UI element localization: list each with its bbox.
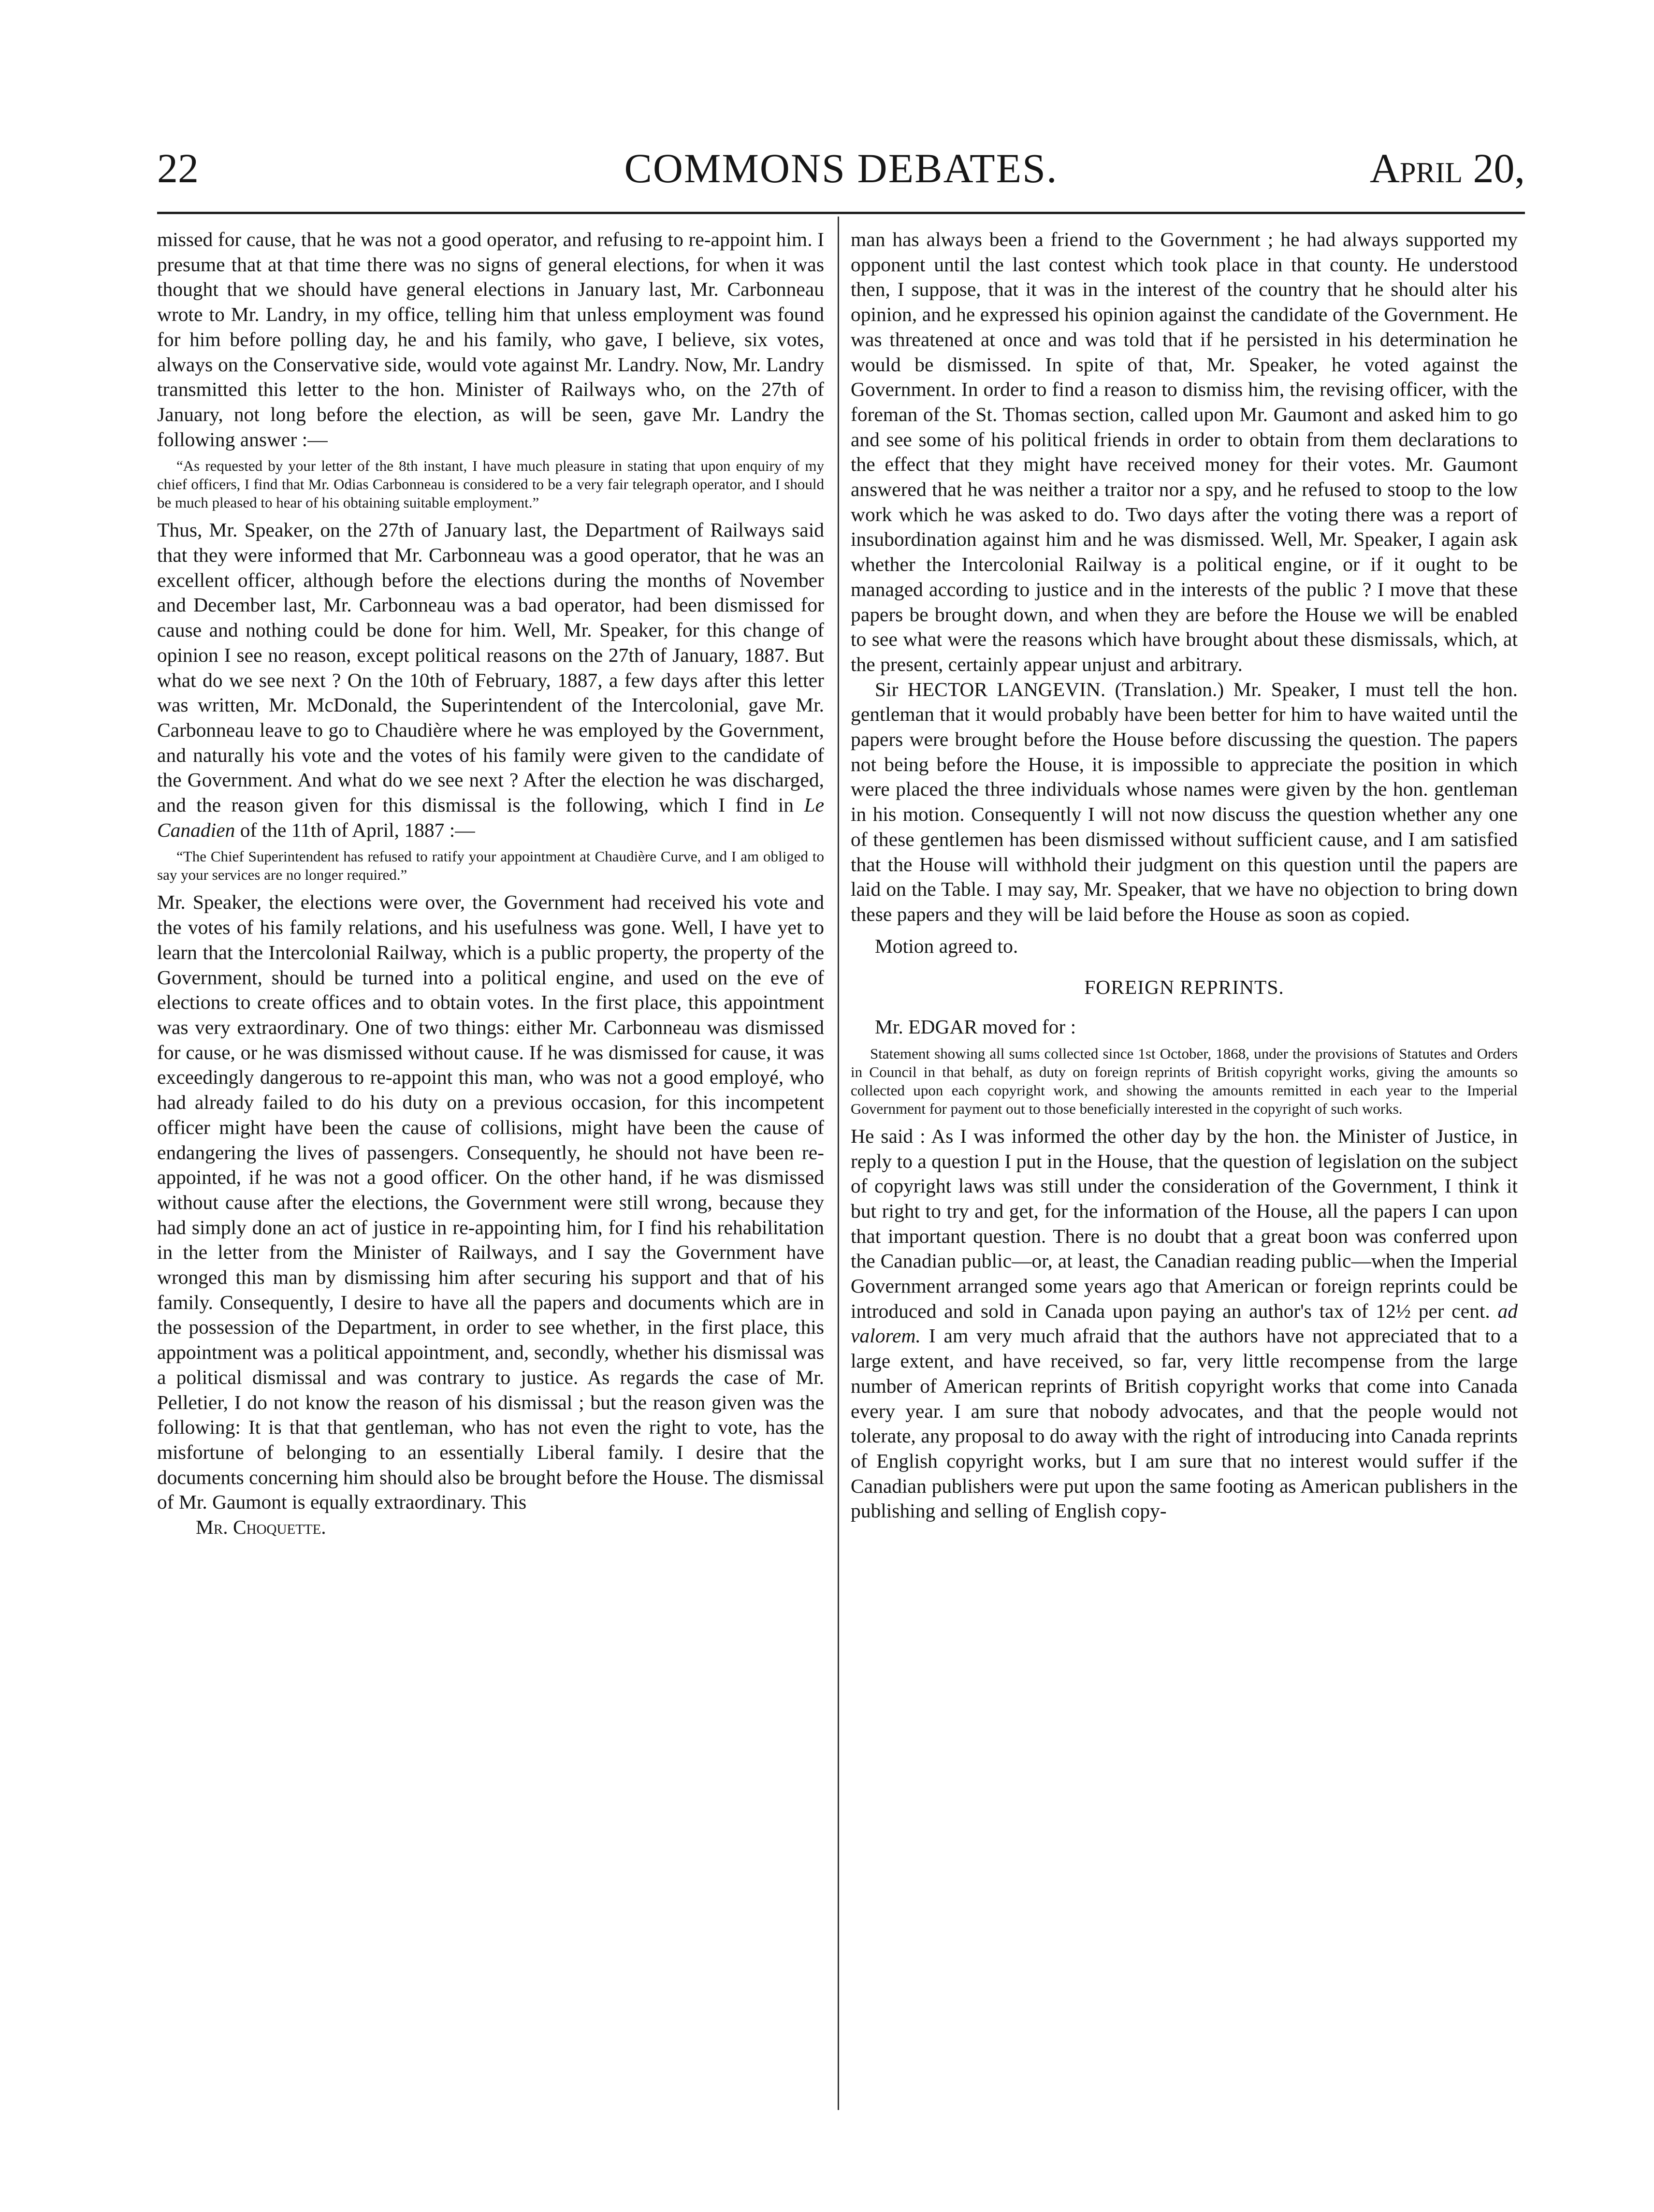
paragraph-text: Thus, Mr. Speaker, on the 27th of January last, the Department of Railways said that they were informed that Mr. Carbonneau was a good operator, that he was an excellent officer, although before the elections during the months of November and December last, Mr. Carbonneau was a bad operator, had been dismissed for cause and nothing could be done for him. Well, Mr. Speaker, for this change of opinion I see no reason, except political reasons on the 27th of January, 1887. But what do we see next ? On the 10th of February, 1887, a few days after this letter was written, Mr. McDonald, the Superintendent of the Intercolonial, gave Mr. Carbonneau leave to go to Chaudière where he was employed by the Government, and naturally his vote and the votes of his family were given to the candidate of the Government. And what do we see next ? After the election he was discharged, and the reason given for this dismissal is the following, which I find in [157,519,824,816]
paragraph [851,677,1518,927]
header-date: April 20, [1369,145,1525,191]
paragraph-text: (Translation.) Mr. Speaker, I must tell the hon. gentleman that it would probably have been better for him to have waited until the papers were brought before the House before discussing the question. The papers not being before the House, it is impossible to appreciate the position in which were placed the three individuals whose names were given by the hon. gentleman in his motion. Consequently I will not now discuss the question whether any one of these gentlemen has been dismissed without sufficient cause, and I am satisfied that the House will withhold their judgment on this question until the papers are laid on the Table. I may say, Mr. Speaker, that we have no objection to bring down these papers and they will be laid before the House as soon as copied. [851,678,1518,925]
italic-title: Le Canadien [157,794,824,841]
page-number: 22 [157,145,199,191]
header-rule [157,212,1525,214]
paragraph: Mr. Speaker, the elections were over, the Government had received his vote and the votes of his family relations, and his usefulness was gone. Well, I have yet to learn that the Intercolonial Railway, which is a public property, the property of the Government, should be turned into a political engine, and used on the eve of elections to create offices and to obtain votes. In the first place, this appointment was very extraordinary. One of two things: either Mr. Carbonneau was dismissed for cause, or he was dismissed without cause. If he was dismissed for cause, it was exceedingly dangerous to re-appoint this man, who was not a good employé, who had already failed to do his duty on a previous occasion, for this incompetent officer might have been the cause of collisions, might have been the cause of endangering the lives of passengers. Consequently, he should not have been re-appointed, if he was not a good officer. On the other hand, if he was dismissed without cause after the elections, the Government were still wrong, because they had simply done an act of justice in re-appointing him, for I find his rehabilitation in the letter from the Minister of Railways, and I say the Government have wronged this man by dismissing him after securing his support and that of his family. Consequently, I desire to have all the papers and documents which are in the possession of the Department, in order to see whether, in the first place, this appointment was a political appointment, and, secondly, whether his dismissal was a political dismissal and was contrary to justice. As regards the case of Mr. Pelletier, I do not know the reason of his dismissal ; but the reason given was the following: It is that that gentleman, who has not even the right to vote, has the misfortune of belonging to an essentially Liberal family. I desire that the documents concerning him should also be brought before the House. The dismissal of Mr. Gaumont is equally extraordinary. This [157,891,824,1513]
block-quote: “As requested by your letter of the 8th instant, I have much pleasure in stating that upon enquiry of my chief officers, I find that Mr. Odias Carbonneau is considered to be a very fair telegraph operator, and I should be much pleased to hear of his obtaining suitable employment.” [157,457,824,511]
page-header [157,144,1525,197]
block-quote: Statement showing all sums collected since 1st October, 1868, under the provisions of Statutes and Orders in Council in that behalf, as duty on foreign reprints of British copyright works, giving the amounts so collected upon each copyright work, and showing the amounts remitted in each year to the Imperial Government for payment out to those beneficially interested in the copyright of such works. [851,1045,1518,1117]
speaker-name: Sir HECTOR LANGEVIN. [875,678,1106,700]
paragraph [157,518,824,843]
paragraph-text: of the 11th of April, 1887 :— [240,818,475,841]
paragraph: missed for cause, that he was not a good operator, and refusing to re-appoint him. I presume that at that time there was no signs of general elections, for when it was thought that we should have general elections in January last, Mr. Carbonneau wrote to Mr. Landry, in my office, telling him that unless employment was found for him before polling day, he and his family, who gave, I believe, six votes, always on the Conservative side, would vote against Mr. Landry. Now, Mr. Landry transmitted this letter to the hon. Minister of Railways who, on the 27th of January, not long before the election, as will be seen, gave Mr. Landry the following answer :— [157,228,824,451]
paragraph [851,1124,1518,1524]
paragraph-text: He said : As I was informed the other day by the hon. the Minister of Justice, in reply to a question I put in the House, that the question of legislation on the subject of copyright laws was still under the consideration of the Government, I think it but right to try and get, for the information of the House, all the papers I can upon that important question. There is no doubt that a great boon was conferred upon the Canadian public—or, at least, the Canadian reading public—when the Imperial Government arranged some years ago that American or foreign reprints could be introduced and sold in Canada upon paying an author's tax of 12½ per cent. [851,1124,1518,1322]
paragraph: man has always been a friend to the Government ; he had always supported my opponent until the last contest which took place in that county. He understood then, I suppose, that it was in the interest of the country that he should alter his opinion, and he expressed his opinion against the candidate of the Government. He was threatened at once and was told that if he persisted in his determination he would be dismissed. In spite of that, Mr. Speaker, he voted against the Government. In order to find a reason to dismiss him, the revising officer, with the foreman of the St. Thomas section, called upon Mr. Gaumont and asked him to go and see some of his political friends in order to obtain from them declarations to the effect that they might have received money for their votes. Mr. Gaumont answered that he was neither a traitor nor a spy, and he refused to stoop to the low work which he was asked to do. Two days after the voting there was a report of insubordination against him and he was dismissed. Well, Mr. Speaker, I again ask whether the Intercolonial Railway is a political engine, or if it ought to be managed according to justice and in the interests of the public ? I move that these papers be brought down, and when they are before the House we will be enabled to see what were the reasons which have brought about these dismissals, which, at the present, certainly appear unjust and arbitrary. [851,228,1518,675]
motion-moved: Mr. EDGAR moved for : [875,1016,1076,1038]
page-title: COMMONS DEBATES. [624,145,1058,191]
speaker-footer: Mr. Choquette. [196,1516,326,1539]
column-divider [838,217,839,2110]
left-column [157,227,824,1540]
block-quote: “The Chief Superintendent has refused to ratify your appointment at Chaudière Curve, and I am obliged to say your services are no longer required.” [157,848,824,884]
motion-result: Motion agreed to. [875,934,1018,957]
italic-phrase: ad valorem. [851,1299,1518,1347]
paragraph-text: I am very much afraid that the authors have not appreciated that to a large extent, and have received, so far, very little recompense from the large number of American reprints of British copyright works that come into Canada every year. I am sure that nobody advocates, and that the people would not tolerate, any proposal to do away with the right of introducing into Canada reprints of English copyright works, but I am sure that no interest would suffer if the Canadian publishers were put upon the same footing as American publishers in the publishing and selling of English copy- [851,1324,1518,1522]
right-column [851,227,1518,1524]
section-heading: FOREIGN REPRINTS. [1084,976,1284,999]
